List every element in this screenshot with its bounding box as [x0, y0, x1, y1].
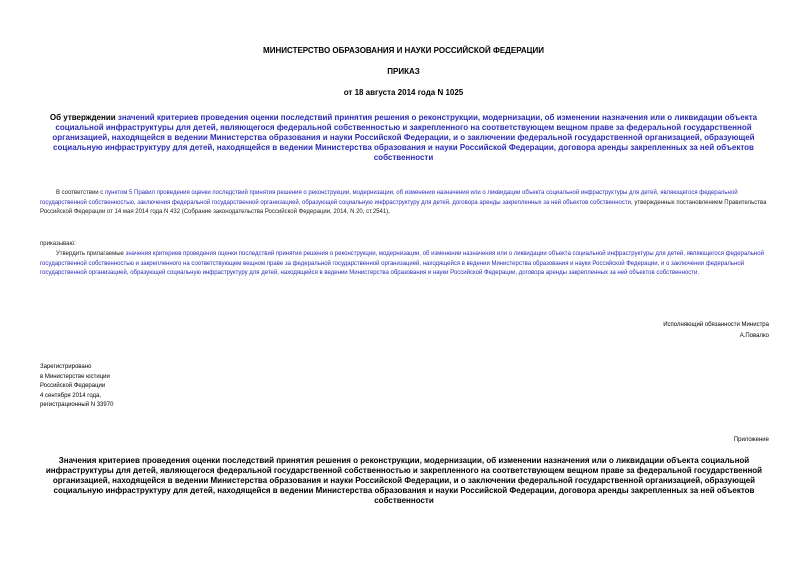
- signer-position: Исполняющий обязанности Министра: [663, 322, 769, 328]
- registration-line-1: Зарегистрировано: [40, 364, 92, 370]
- preamble-suffix: , утвержденных постановлением Правительства Российской Федерации от 14 мая 2014 года N 432 (Собрание законодательства Российской Федерации, 2014, N 20, ст.2541),: [40, 199, 767, 215]
- preamble-link[interactable]: пунктом 5 Правил проведения оценки последствий принятия решения о реконструкции, модернизации, об изменении назначения или о ликвидации объекта социальной инфраструктуры для детей, являющегося федеральной государственной собственностью, заключения федеральной государственной организацией, образующей социальную инфраструктуру для детей, договора аренды закрепленных за ней объектов собственности: [40, 190, 738, 206]
- annex-label: Приложение: [733, 437, 769, 443]
- subject-link[interactable]: значений критериев проведения оценки последствий принятия решения о реконструкции, модернизации, об изменении назначения или о ликвидации объекта социальной инфраструктуры для детей, являющегося федеральной собственностью и закрепленного на соответствующем вещном праве за федеральной государственной организацией, находящейся в ведении Министерства образования и науки Российской Федерации, и о заключении федеральной государственной организацией, образующей социальную инфраструктуру для детей, находящейся в ведении Министерства образования и науки Российской Федерации, договора аренды закрепленных за ней объектов собственности: [52, 113, 758, 162]
- subject-prefix: Об утверждении: [49, 113, 118, 122]
- doc-type-heading: ПРИКАЗ: [387, 67, 420, 76]
- ministry-heading: МИНИСТЕРСТВО ОБРАЗОВАНИЯ И НАУКИ РОССИЙСКОЙ ФЕДЕРАЦИИ: [263, 46, 544, 55]
- signer-name: А.Повалко: [739, 333, 769, 339]
- annex-title: Значения критериев проведения оценки последствий принятия решения о реконструкции, модернизации, об изменении назначения или о ликвидации объекта социальной инфраструктуры для детей, являющегося федеральной государственной собственностью и закрепленного на соответствующем вещном праве за федеральной государственной организацией, находящейся в ведении Министерства образования и науки Российской Федерации, и о заключении федеральной государственной организацией, образующей социальную инфраструктуру для детей, находящейся в ведении Министерства образования и науки Российской Федерации, договора аренды закрепленных за ней объектов собственности: [45, 456, 763, 505]
- preamble-prefix: В соответствии с: [56, 190, 105, 196]
- order-word: приказываю:: [40, 241, 76, 247]
- order-subject: [40, 113, 767, 163]
- registration-line-2: в Министерстве юстиции: [40, 373, 110, 380]
- approve-prefix: Утвердить прилагаемые: [56, 251, 126, 257]
- approve-paragraph: [40, 250, 768, 279]
- registration-line-3: Российской Федерации: [40, 383, 106, 389]
- registration-line-5: регистрационный N 33970: [40, 402, 114, 408]
- signature-block: [663, 320, 769, 342]
- approve-link[interactable]: значения критериев проведения оценки последствий принятия решения о реконструкции, модернизации, об изменении назначения или о ликвидации объекта социальной инфраструктуры для детей, являющегося федеральной государственной собственностью и закрепленного на соответствующем вещном праве за федеральной государственной организацией, находящейся в ведении Министерства образования и науки Российской Федерации, и о заключении федеральной государственной организацией, образующей социальную инфраструктуру для детей, находящейся в ведении Министерства образования и науки Российской Федерации, договора аренды закрепленных за ней объектов собственности.: [40, 251, 764, 276]
- registration-line-4: 4 сентября 2014 года,: [40, 392, 102, 399]
- date-number-heading: от 18 августа 2014 года N 1025: [343, 88, 464, 97]
- registration-block: [40, 363, 113, 411]
- preamble-paragraph: [40, 189, 768, 218]
